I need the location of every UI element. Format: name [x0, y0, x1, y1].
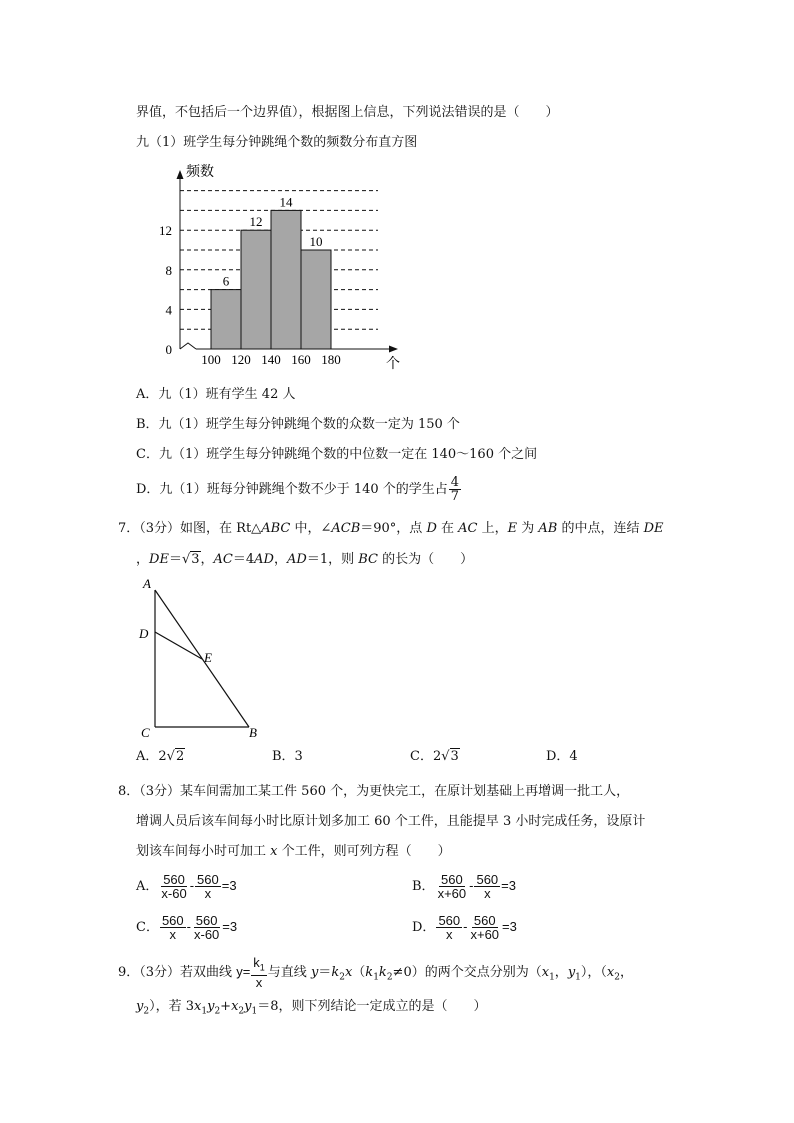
sqrt-2: √2 — [166, 749, 185, 764]
histogram-bar — [211, 290, 241, 349]
q8-stem-line3: 划该车间每小时可加工 x 个工件，则可列方程（ ） — [136, 844, 451, 859]
bar-data-label: 10 — [309, 234, 323, 249]
q7-stem-line1: 7．（3分）如图，在 Rt△ABC 中，∠ACB＝90°，点 D 在 AC 上，E 为 AB 的中点，连结 DE — [118, 521, 664, 536]
q6-option-b[interactable]: B．九（1）班学生每分钟跳绳个数的众数一定为 150 个 — [136, 417, 460, 432]
x-axis-unit: 个 — [386, 357, 400, 372]
x-tick-label: 140 — [261, 352, 281, 367]
y-tick-label: 4 — [165, 302, 172, 318]
y-axis-arrow — [177, 170, 184, 179]
fraction-k1-over-x: $\frac{k_1}{x}$ — [253, 955, 265, 990]
q6-option-d[interactable] — [136, 476, 462, 503]
histogram-bar — [241, 230, 271, 349]
fraction-4-7: $\frac{4}{7}$ — [450, 475, 460, 504]
bar-data-label: 14 — [279, 194, 293, 210]
histogram-chart — [150, 160, 410, 375]
q7-option-b[interactable]: B．3 — [272, 749, 303, 764]
q6-stem-continuation: 界值，不包括后一个边界值），根据图上信息，下列说法错误的是（ ） — [136, 105, 559, 120]
q9-stem-line1: 9．（3分）若双曲线 y= $\frac{k_1}{x}$ 与直线 $y=k_2x(k_1k_2\ne 0)$的两个交点分别为（$x_1$，$y_1$），（$x_2$， — [118, 955, 634, 990]
bar-data-label: 12 — [249, 214, 263, 230]
histogram-bar — [301, 250, 331, 349]
label-D: D — [139, 626, 149, 641]
histogram-title: 九（1）班学生每分钟跳绳个数的频数分布直方图 — [136, 135, 418, 150]
label-E: E — [204, 650, 212, 665]
x-tick-label: 120 — [231, 352, 251, 367]
q7-stem-line2: ，DE＝√3，AC＝4AD，AD＝1，则 BC 的长为（ ） — [136, 552, 474, 567]
x-tick-label: 160 — [291, 352, 311, 367]
q6-option-a[interactable]: A．九（1）班有学生 42 人 — [136, 387, 296, 402]
q8-option-d[interactable]: D． $\frac{560}{x}$ - $\frac{560}{x+60}$ =3 — [412, 913, 517, 942]
q8-stem-line1: 8．（3分）某车间需加工某工件 560 个，为更快完工，在原计划基础上再增调一批工人， — [118, 784, 630, 799]
label-B: B — [249, 725, 257, 740]
q9-stem-line2: $y_2$），若 $3x_1y_2+x_2y_1=8$，则下列结论一定成立的是（ ） — [136, 999, 487, 1017]
y-axis-title: 频数 — [186, 165, 214, 180]
y-tick-label: 0 — [165, 342, 172, 357]
x-tick-label: 180 — [321, 352, 341, 367]
q8-option-b[interactable]: B． $\frac{560}{x+60}$ - $\frac{560}{x}$ =3 — [412, 872, 516, 901]
q7-option-d[interactable]: D．4 — [546, 749, 578, 764]
histogram-bar — [271, 210, 301, 349]
segment-DE — [155, 632, 202, 659]
sqrt-3: √3 — [441, 749, 459, 764]
axis-break-mark — [180, 343, 196, 349]
q8-option-a[interactable]: A． $\frac{560}{x-60}$ - $\frac{560}{x}$ =3 — [136, 872, 237, 901]
bar-data-label: 6 — [222, 273, 230, 289]
y-tick-label: 12 — [159, 223, 172, 239]
y-tick-label: 8 — [165, 262, 172, 278]
label-A: A — [143, 576, 151, 591]
q8-option-c[interactable]: C． $\frac{560}{x}$ - $\frac{560}{x-60}$ =3 — [136, 913, 238, 942]
q6-option-c[interactable]: C．九（1）班学生每分钟跳绳个数的中位数一定在 140～160 个之间 — [136, 447, 538, 462]
q7-option-c[interactable]: C．2√3 — [410, 749, 459, 764]
x-axis-arrow — [389, 346, 398, 353]
q8-stem-line2: 增调人员后该车间每小时比原计划多加工 60 个工件，且能提早 3 小时完成任务，设原计 — [136, 814, 646, 829]
x-tick-label: 100 — [201, 352, 221, 367]
q7-option-a[interactable]: A．2√2 — [136, 749, 185, 764]
label-C: C — [141, 725, 150, 740]
q6-option-d-text: D．九（1）班每分钟跳绳个数不少于 140 个的学生占 — [136, 482, 448, 497]
sqrt-3: √3 — [181, 552, 200, 567]
q7-triangle-figure — [135, 572, 270, 742]
